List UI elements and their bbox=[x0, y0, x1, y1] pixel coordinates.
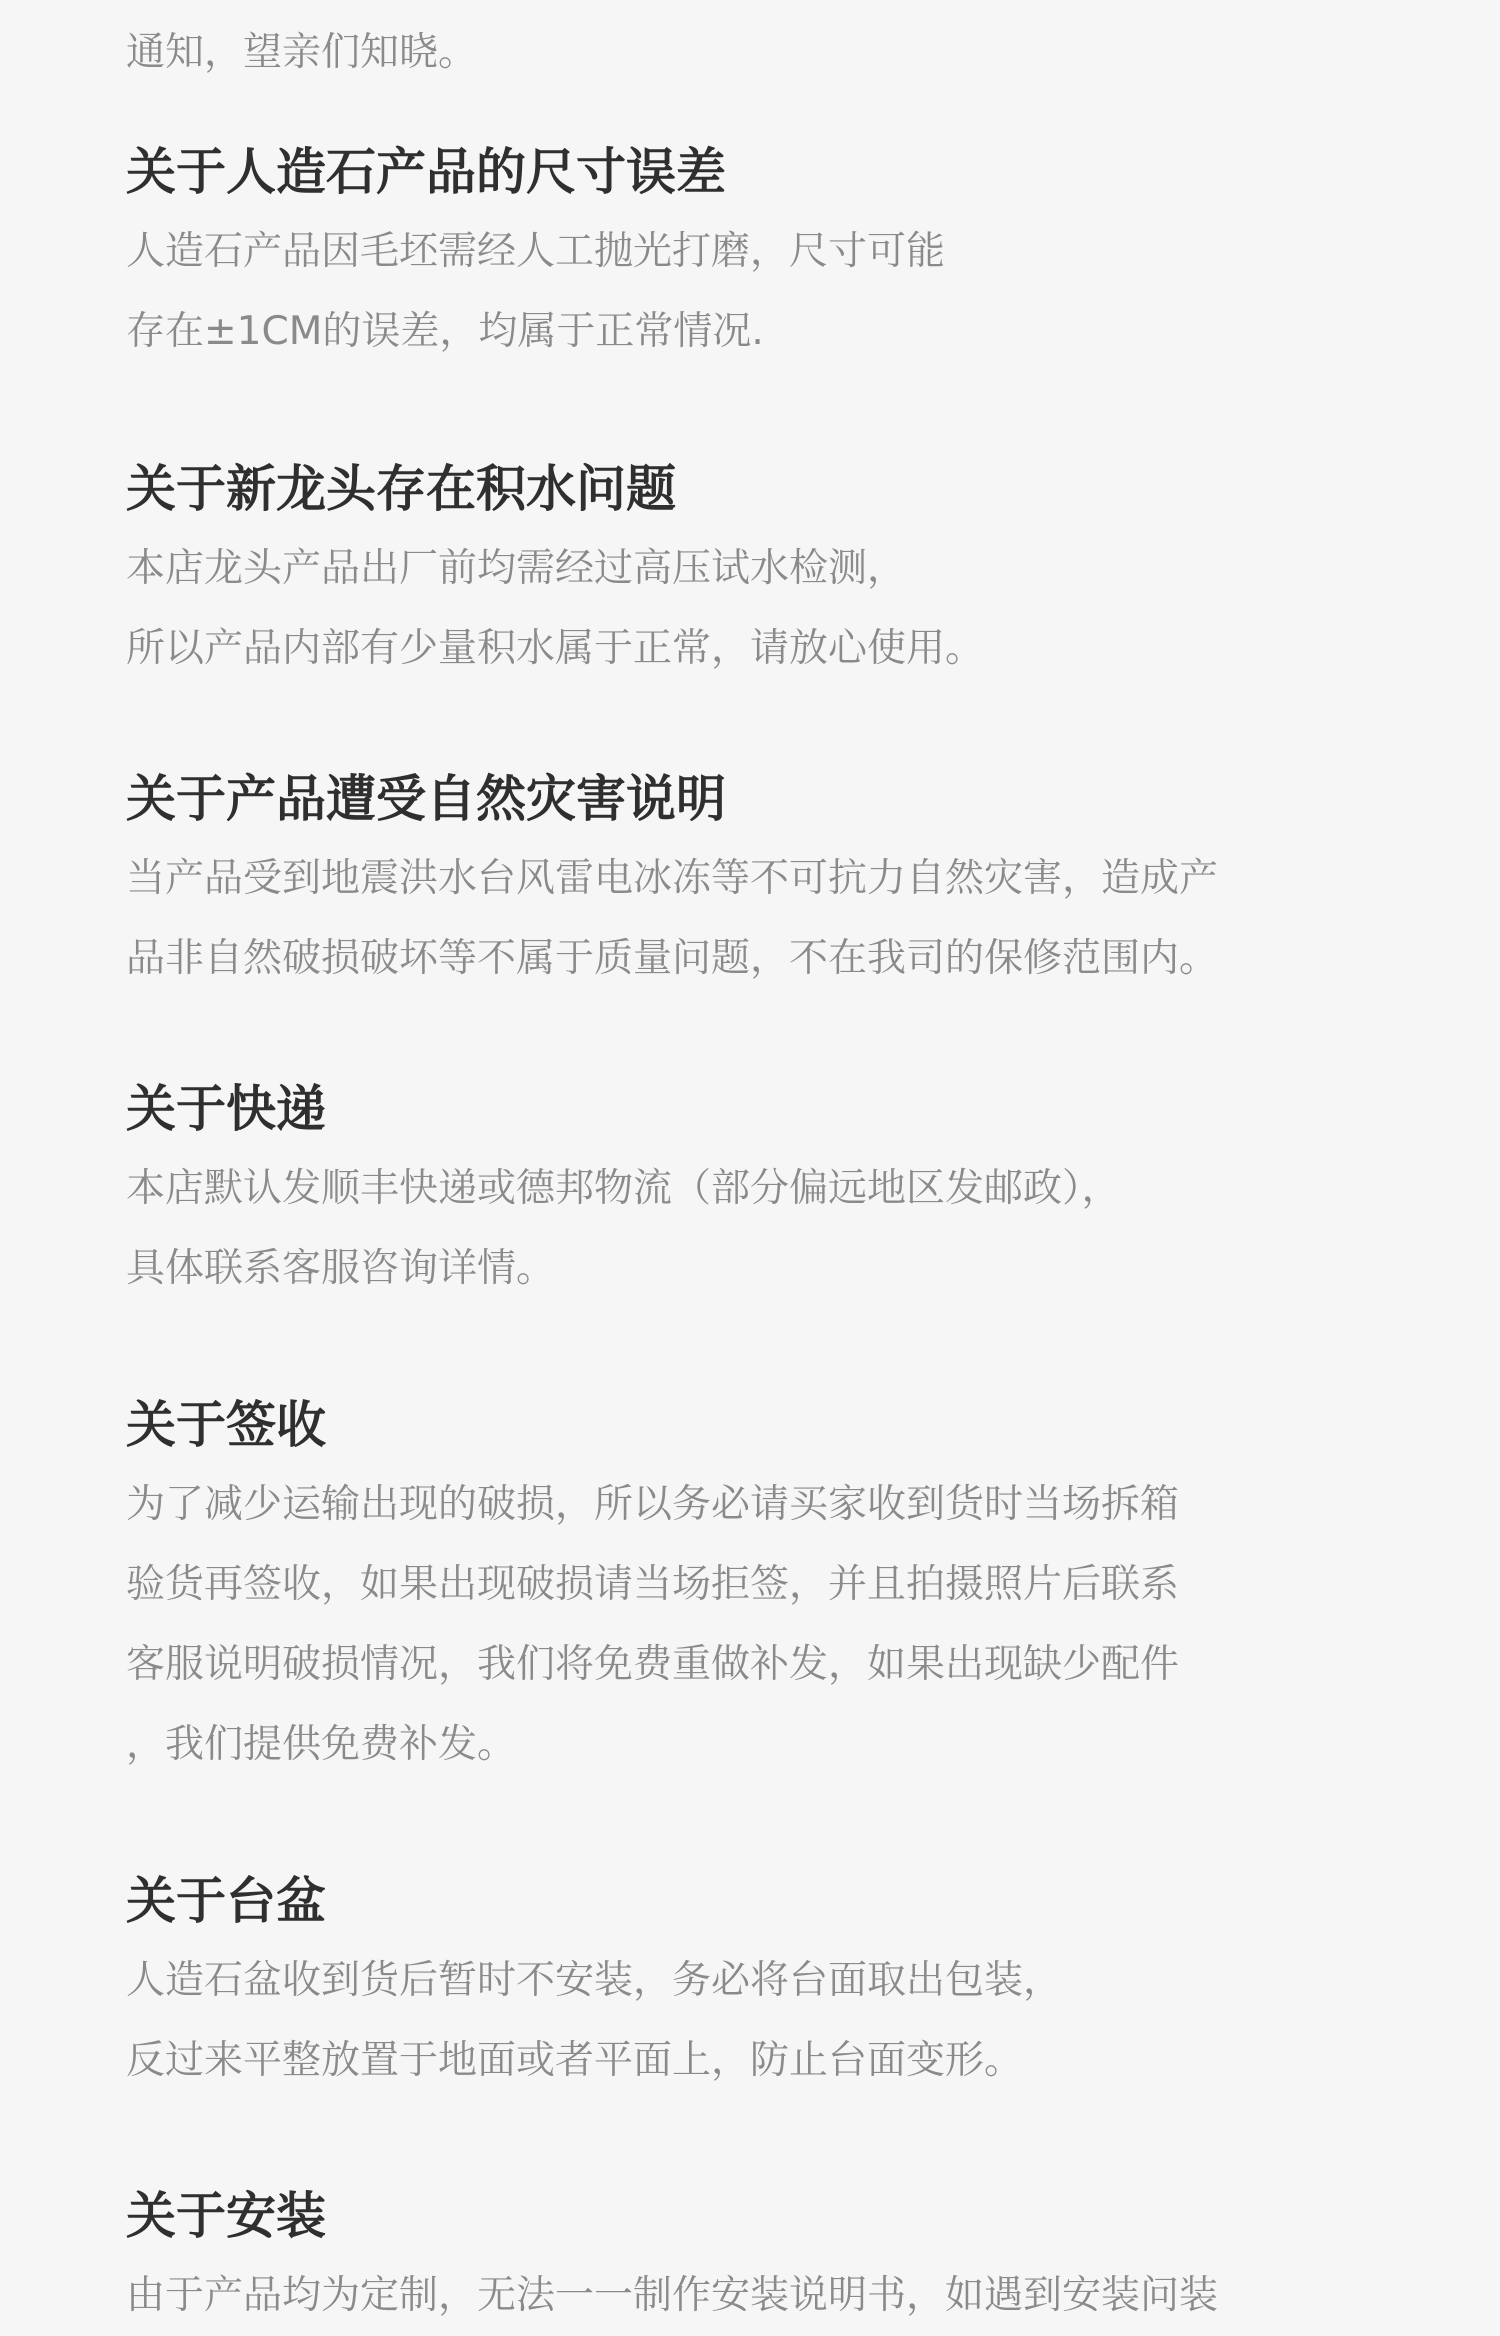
section-line: 具体联系客服咨询详情。 bbox=[126, 1246, 556, 1291]
section-line: 当产品受到地震洪水台风雷电冰冻等不可抗力自然灾害，造成产 bbox=[126, 856, 1219, 901]
section-line: 客服说明破损情况，我们将免费重做补发，如果出现缺少配件 bbox=[126, 1642, 1180, 1687]
section-shipping bbox=[126, 1077, 1426, 1309]
section-natural-disaster bbox=[126, 767, 1426, 999]
section-body bbox=[126, 529, 1426, 689]
section-body bbox=[126, 839, 1426, 999]
section-title: 关于产品遭受自然灾害说明 bbox=[126, 770, 726, 828]
section-title: 关于安装 bbox=[126, 2187, 326, 2245]
section-line: 验货再签收，如果出现破损请当场拒签，并且拍摄照片后联系 bbox=[126, 1562, 1180, 1607]
section-body bbox=[126, 2256, 1426, 2336]
previous-section-tail: 通知，望亲们知晓。 bbox=[126, 30, 478, 75]
section-title: 关于快递 bbox=[126, 1080, 326, 1138]
section-body bbox=[126, 1149, 1426, 1309]
section-title: 关于签收 bbox=[126, 1396, 326, 1454]
section-body bbox=[126, 1941, 1426, 2101]
section-title: 关于新龙头存在积水问题 bbox=[126, 460, 676, 518]
section-line: 存在±1CM的误差，均属于正常情况. bbox=[126, 309, 764, 354]
section-line: 为了减少运输出现的破损，所以务必请买家收到货时当场拆箱 bbox=[126, 1482, 1180, 1527]
section-line: 所以产品内部有少量积水属于正常，请放心使用。 bbox=[126, 626, 985, 671]
section-faucet-water bbox=[126, 457, 1426, 689]
section-line: 人造石产品因毛坯需经人工抛光打磨，尺寸可能 bbox=[126, 229, 946, 274]
section-title: 关于台盆 bbox=[126, 1872, 326, 1930]
section-basin bbox=[126, 1869, 1426, 2101]
section-line: 人造石盆收到货后暂时不安装，务必将台面取出包装， bbox=[126, 1958, 1063, 2003]
section-line: ，我们提供免费补发。 bbox=[126, 1722, 517, 1767]
section-line: 反过来平整放置于地面或者平面上，防止台面变形。 bbox=[126, 2038, 1024, 2083]
section-line: 本店默认发顺丰快递或德邦物流（部分偏远地区发邮政）， bbox=[126, 1166, 1121, 1211]
section-title: 关于人造石产品的尺寸误差 bbox=[126, 143, 726, 201]
section-line: 品非自然破损破坏等不属于质量问题，不在我司的保修范围内。 bbox=[126, 936, 1219, 981]
section-delivery-signing bbox=[126, 1393, 1426, 1785]
section-body bbox=[126, 212, 1426, 372]
section-line: 由于产品均为定制，无法一一制作安装说明书，如遇到安装问装 bbox=[126, 2273, 1219, 2318]
section-size-tolerance bbox=[126, 140, 1426, 372]
section-body bbox=[126, 1465, 1426, 1785]
section-line: 本店龙头产品出厂前均需经过高压试水检测， bbox=[126, 546, 907, 591]
section-installation bbox=[126, 2184, 1426, 2336]
